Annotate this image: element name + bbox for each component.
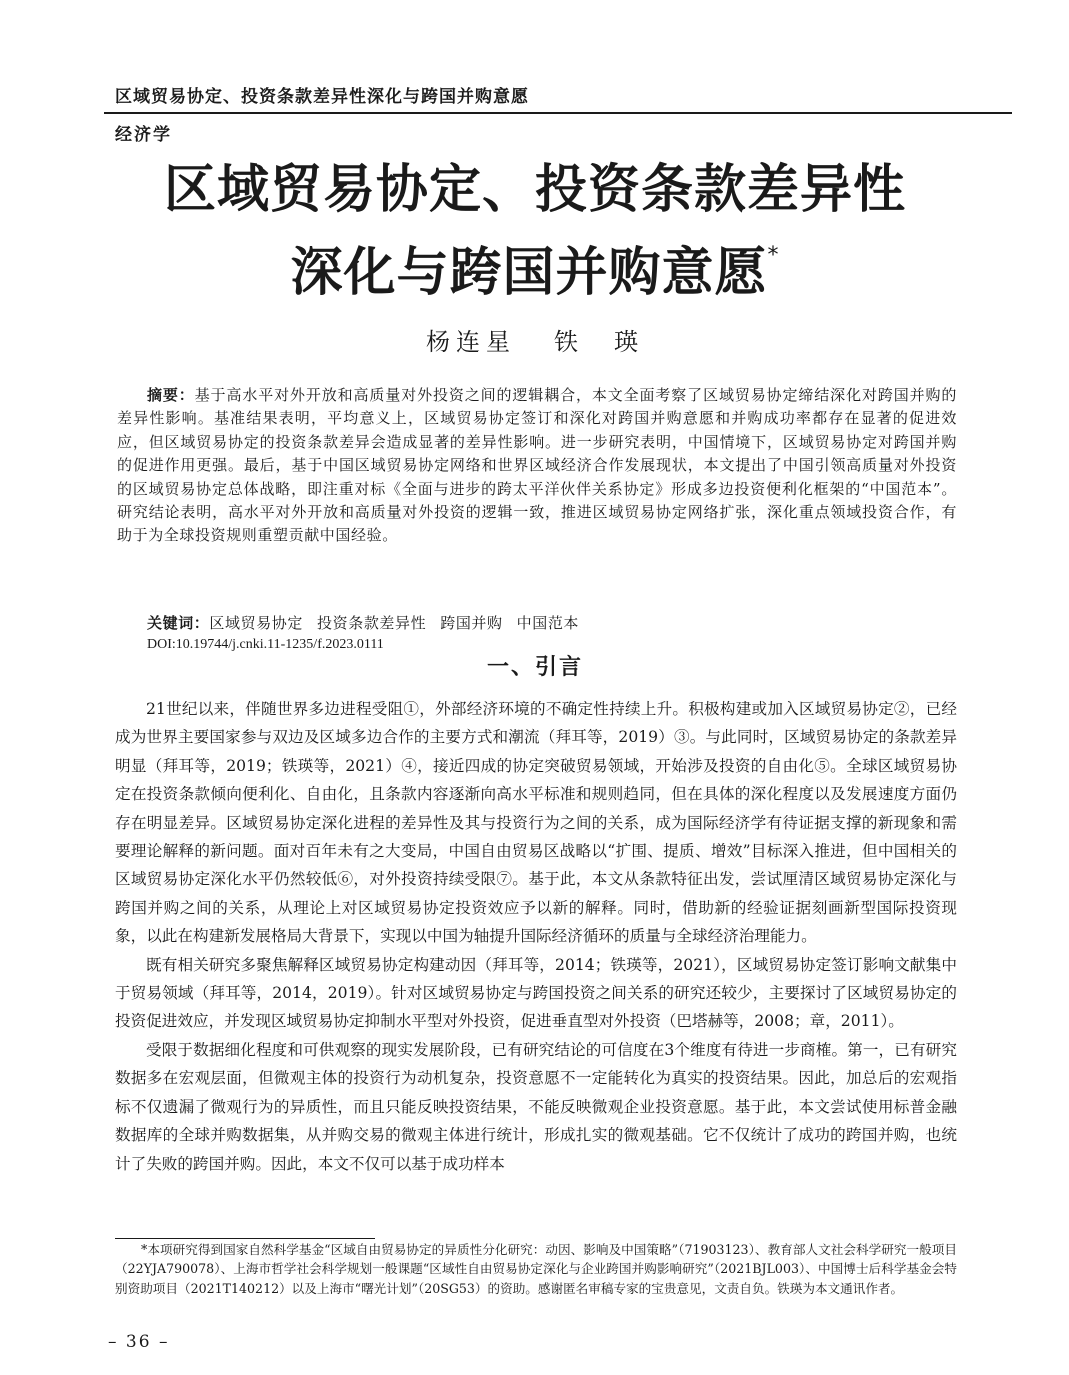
keywords xyxy=(147,612,593,633)
keywords-label: 关键词： xyxy=(147,614,210,632)
abstract-text: 基于高水平对外开放和高质量对外投资之间的逻辑耦合，本文全面考察了区域贸易协定缔结深化对跨国并购的差异性影响。基准结果表明，平均意义上，区域贸易协定签订和深化对跨国并购意愿和并购成功率都存在显著的促进效应，但区域贸易协定的投资条款差异会造成显著的差异性影响。进一步研究表明，中国情境下，区域贸易协定对跨国并购的促进作用更强。最后，基于中国区域贸易协定网络和世界区域经济合作发展现状，本文提出了中国引领高质量对外投资的区域贸易协定总体战略，即注重对标《全面与进步的跨太平洋伙伴关系协定》形成多边投资便利化框架的“中国范本”。研究结论表明，高水平对外开放和高质量对外投资的逻辑一致，推进区域贸易协定网络扩张，深化重点领域投资合作，有助于为全球投资规则重塑贡献中国经验。 xyxy=(117,386,957,545)
footnote-rule xyxy=(115,1238,375,1239)
abstract xyxy=(117,384,957,548)
footnote: *本项研究得到国家自然科学基金“区域自由贸易协定的异质性分化研究：动因、影响及中国策略”（71903123）、教育部人文社会科学研究一般项目（22YJA790078）、上海市哲学社会科学规划一般课题“区域性自由贸易协定深化与企业跨国并购影响研究”（2021BJL003）、中国博士后科学基金会特别资助项目（2021T140212）以及上海市“曙光计划”（20SG53）的资助。感谢匿名审稿专家的宝贵意见，文责自负。铁瑛为本文通讯作者。 xyxy=(115,1242,957,1296)
title-footnote-marker[interactable]: * xyxy=(767,243,780,268)
keyword: 跨国并购 xyxy=(440,614,503,632)
title-line-2-text: 深化与跨国并购意愿 xyxy=(290,243,768,303)
paragraph: 既有相关研究多聚焦解释区域贸易协定构建动因（拜耳等，2014；铁瑛等，2021），区域贸易协定签订影响文献集中于贸易领域（拜耳等，2014，2019）。针对区域贸易协定与跨国投资之间关系的研究还较少，主要探讨了区域贸易协定的投资促进效应，并发现区域贸易协定抑制水平型对外投资，促进垂直型对外投资（巴塔赫等，2008；章，2011）。 xyxy=(115,955,957,1031)
paragraph: 21世纪以来，伴随世界多边进程受阻①，外部经济环境的不确定性持续上升。积极构建或加入区域贸易协定②，已经成为世界主要国家参与双边及区域多边合作的主要方式和潮流（拜耳等，2019）③。与此同时，区域贸易协定的条款差异明显（拜耳等，2019；铁瑛等，2021）④，接近四成的协定突破贸易领域，开始涉及投资的自由化⑤。全球区域贸易协定在投资条款倾向便利化、自由化，且条款内容逐渐向高水平标准和规则趋同，但在具体的深化程度以及发展速度方面仍存在明显差异。区域贸易协定深化进程的差异性及其与投资行为之间的关系，成为国际经济学有待证据支撑的新现象和需要理论解释的新问题。面对百年未有之大变局，中国自由贸易区战略以“扩围、提质、增效”目标深入推进，但中国相关的区域贸易协定深化水平仍然较低⑥，对外投资持续受限⑦。基于此，本文从条款特征出发，尝试厘清区域贸易协定深化与跨国并购之间的关系，从理论上对区域贸易协定投资效应予以新的解释。同时，借助新的经验证据刻画新型国际投资现象，以此在构建新发展格局大背景下，实现以中国为轴提升国际经济循环的质量与全球经济治理能力。 xyxy=(115,700,957,946)
title-line-1-text: 区域贸易协定、投资条款差异性 xyxy=(163,160,906,220)
section-label: 经济学 xyxy=(115,125,172,145)
header-rule xyxy=(104,112,1012,114)
section-heading: 一、引言 xyxy=(486,655,583,680)
body-text xyxy=(115,695,957,1178)
title-line-2 xyxy=(60,222,1010,307)
author-2: 铁 瑛 xyxy=(554,328,644,356)
keyword: 投资条款差异性 xyxy=(317,614,427,632)
keyword: 区域贸易协定 xyxy=(209,614,304,632)
page-number: – 36 – xyxy=(108,1332,170,1352)
running-head: 区域贸易协定、投资条款差异性深化与跨国并购意愿 xyxy=(115,87,529,107)
author-1: 杨连星 xyxy=(426,328,516,356)
paragraph: 受限于数据细化程度和可供观察的现实发展阶段，已有研究结论的可信度在3个维度有待进一步商榷。第一，已有研究数据多在宏观层面，但微观主体的投资行为动机复杂，投资意愿不一定能转化为真实的投资结果。因此，加总后的宏观指标不仅遗漏了微观行为的异质性，而且只能反映投资结果，不能反映微观企业投资意愿。基于此，本文尝试使用标普金融数据库的全球并购数据集，从并购交易的微观主体进行统计，形成扎实的微观基础。它不仅统计了成功的跨国并购，也统计了失败的跨国并购。因此，本文不仅可以基于成功样本 xyxy=(115,1040,957,1173)
authors xyxy=(60,322,1010,357)
title-line-1 xyxy=(60,156,1010,224)
abstract-label: 摘要： xyxy=(147,386,195,404)
doi[interactable]: DOI:10.19744/j.cnki.11-1235/f.2023.0111 xyxy=(147,637,384,652)
keyword: 中国范本 xyxy=(516,614,580,632)
